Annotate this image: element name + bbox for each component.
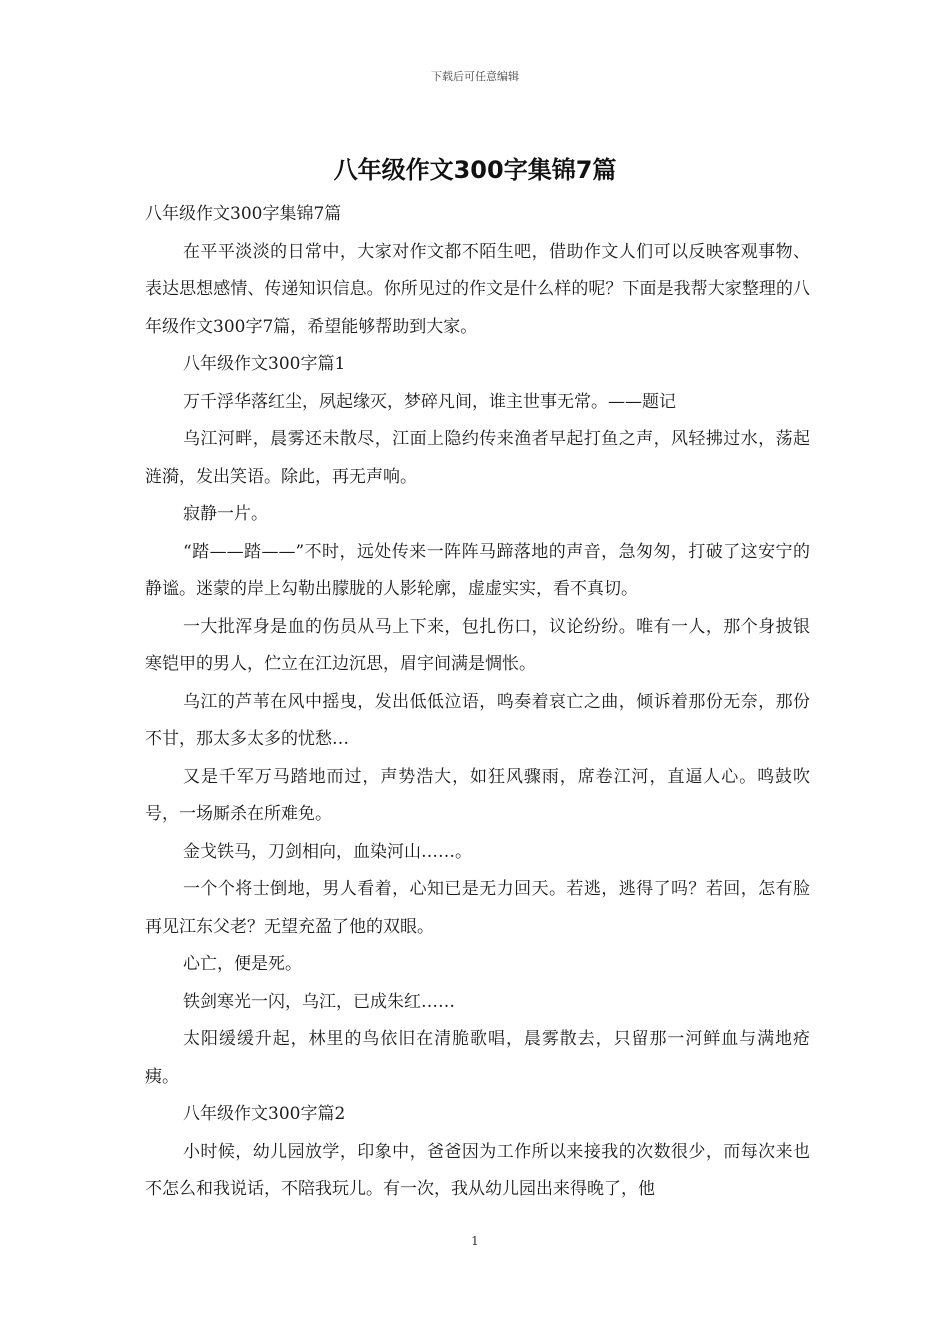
paragraph: 乌江河畔，晨雾还未散尽，江面上隐约传来渔者早起打鱼之声，风轻拂过水，荡起涟漪，发出笑语。除此，再无声响。 — [145, 429, 810, 487]
paragraph: 八年级作文300字篇2 — [183, 1104, 346, 1124]
paragraph: 万千浮华落红尘，夙起缘灭，梦碎凡间，谁主世事无常。——题记 — [183, 391, 676, 412]
paragraph: 一大批浑身是血的伤员从马上下来，包扎伤口，议论纷纷。唯有一人，那个身披银寒铠甲的男人，伫立在江边沉思，眉宇间满是惆怅。 — [145, 616, 810, 674]
paragraph: 在平平淡淡的日常中，大家对作文都不陌生吧，借助作文人们可以反映客观事物、表达思想感情、传递知识信息。你所见过的作文是什么样的呢？下面是我帮大家整理的八年级作文300字7篇，希望能够帮助到大家。 — [145, 241, 810, 337]
paragraph: 金戈铁马，刀剑相向，血染河山……。 — [183, 841, 472, 862]
paragraph: 乌江的芦苇在风中摇曳，发出低低泣语，鸣奏着哀亡之曲，倾诉着那份无奈，那份不甘，那太多太多的忧愁… — [145, 691, 810, 749]
paragraph: 铁剑寒光一闪，乌江，已成朱红…… — [183, 991, 455, 1012]
page-header: 下载后可任意编辑 — [431, 70, 519, 83]
document-title: 八年级作文300字集锦7篇 — [333, 156, 617, 184]
page-number: 1 — [471, 1234, 479, 1248]
document-body — [145, 196, 810, 1209]
paragraph: “踏——踏——”不时，远处传来一阵阵马蹄落地的声音，急匆匆，打破了这安宁的静谧。迷蒙的岸上勾勒出朦胧的人影轮廓，虚虚实实，看不真切。 — [145, 541, 810, 599]
paragraph: 心亡，便是死。 — [183, 954, 302, 974]
paragraph: 一个个将士倒地，男人看着，心知已是无力回天。若逃，逃得了吗？若回，怎有脸再见江东父老？无望充盈了他的双眼。 — [145, 879, 810, 937]
paragraph: 又是千军万马踏地而过，声势浩大，如狂风骤雨，席卷江河，直逼人心。鸣鼓吹号，一场厮杀在所难免。 — [145, 766, 810, 824]
paragraph: 寂静一片。 — [183, 504, 268, 524]
paragraph: 八年级作文300字集锦7篇 — [145, 204, 342, 224]
paragraph: 小时候，幼儿园放学，印象中，爸爸因为工作所以来接我的次数很少，而每次来也不怎么和我说话，不陪我玩儿。有一次，我从幼儿园出来得晚了，他 — [145, 1141, 810, 1199]
paragraph: 太阳缓缓升起，林里的鸟依旧在清脆歌唱，晨雾散去，只留那一河鲜血与满地疮痍。 — [145, 1029, 810, 1087]
paragraph: 八年级作文300字篇1 — [183, 354, 346, 374]
